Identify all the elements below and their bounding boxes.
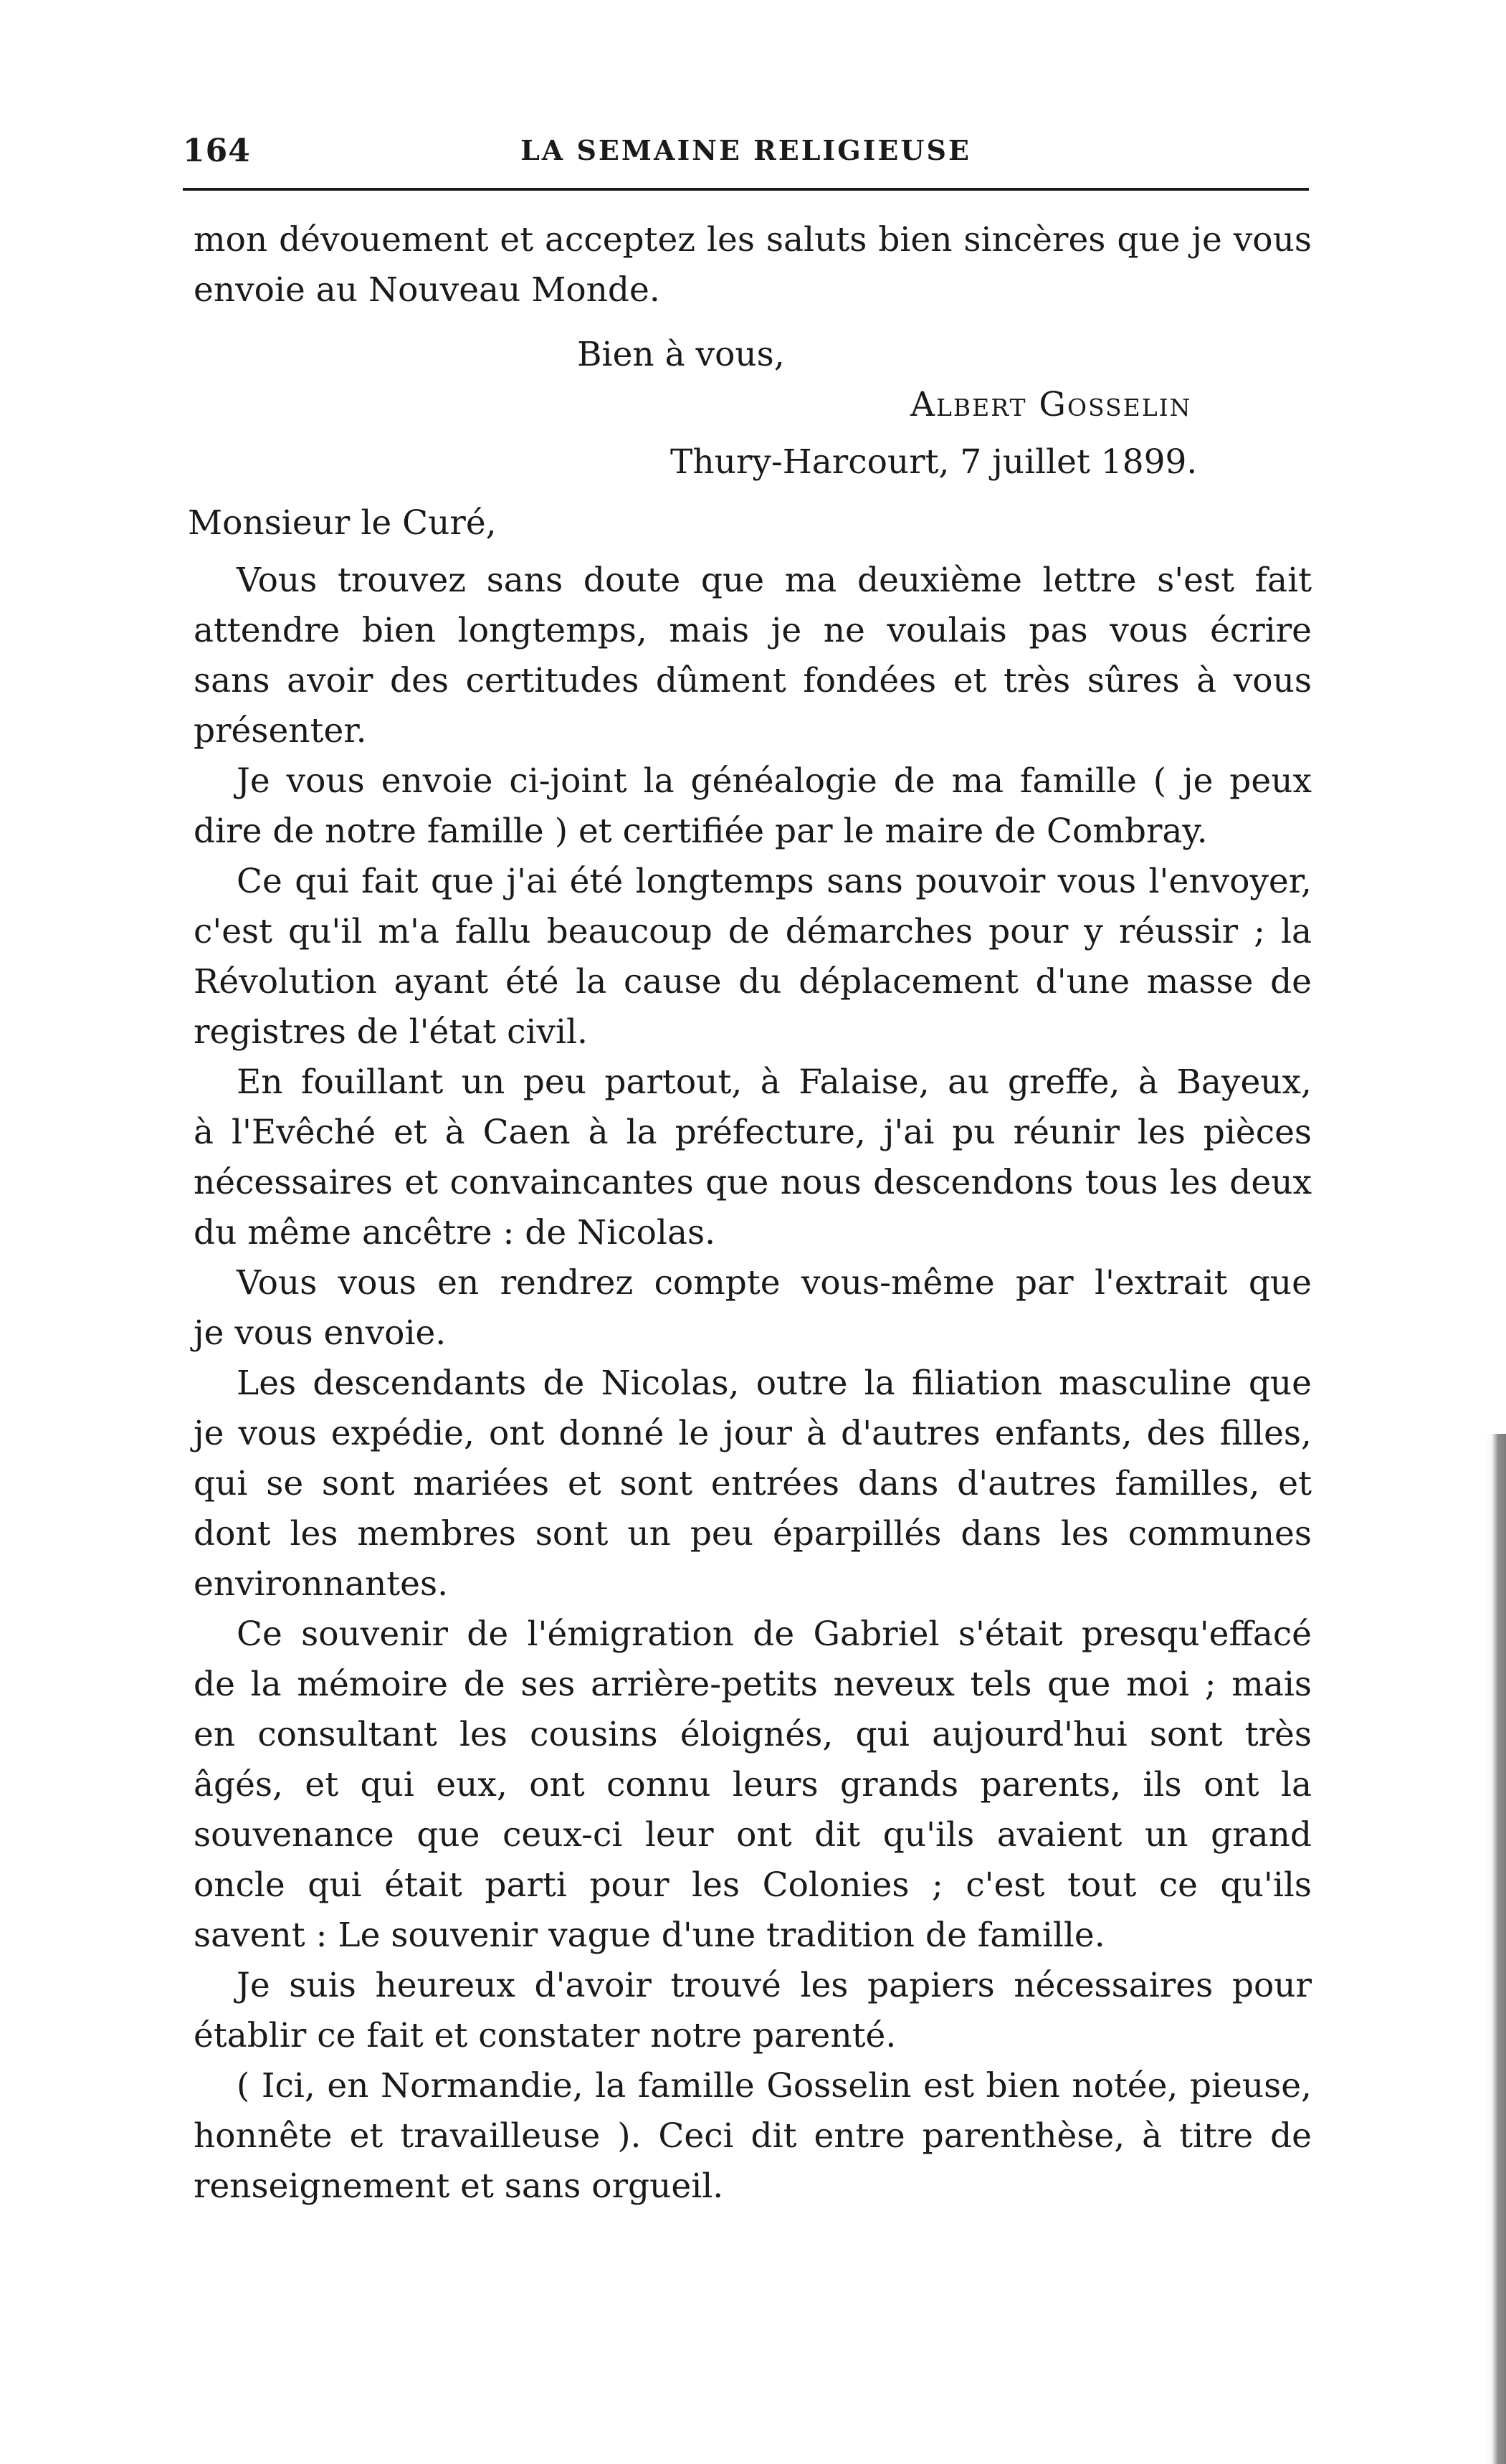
letter1-ending — [194, 215, 1312, 315]
text-line: savent : Le souvenir vague d'une tradition de famille. — [194, 1916, 1105, 1955]
text-line: Ce souvenir de l'émigration de Gabriel s'était presqu'effacé — [237, 1614, 1312, 1654]
text-line: envoie au Nouveau Monde. — [194, 270, 660, 310]
text-line: qui se sont mariées et sont entrées dans d'autres familles, et — [194, 1464, 1312, 1503]
text-line: Ce qui fait que j'ai été longtemps sans pouvoir vous l'envoyer, — [237, 862, 1312, 901]
text-line: Je suis heureux d'avoir trouvé les papiers nécessaires pour — [237, 1966, 1312, 2005]
paragraph — [194, 1609, 1312, 1961]
text-line: nécessaires et convaincantes que nous descendons tous les deux — [194, 1163, 1312, 1202]
text-line: Je vous envoie ci-joint la généalogie de ma famille ( je peux — [237, 761, 1312, 801]
page-number: 164 — [183, 133, 251, 169]
text-line: honnête et travailleuse ). Ceci dit entre parenthèse, à titre de — [194, 2116, 1312, 2156]
paragraph — [194, 1961, 1312, 2061]
letter1-signature: Albert Gosselin — [910, 385, 1192, 424]
text-line: oncle qui était parti pour les Colonies ; c'est tout ce qu'ils — [194, 1865, 1312, 1905]
letter2-salutation: Monsieur le Curé, — [188, 503, 497, 543]
text-line: mon dévouement et acceptez les saluts bien sincères que je vous — [194, 220, 1312, 260]
letter2-body — [194, 556, 1312, 2212]
paragraph — [194, 1359, 1312, 1609]
paragraph — [194, 1258, 1312, 1359]
text-line: dont les membres sont un peu éparpillés dans les communes — [194, 1514, 1312, 1554]
text-line: du même ancêtre : de Nicolas. — [194, 1213, 716, 1252]
text-line: Révolution ayant été la cause du déplacement d'une masse de — [194, 962, 1312, 1002]
text-line: environnantes. — [194, 1564, 449, 1604]
text-line: Vous trouvez sans doute que ma deuxième lettre s'est fait — [237, 561, 1312, 600]
paragraph — [194, 556, 1312, 756]
running-title: LA SEMAINE RELIGIEUSE — [520, 134, 971, 166]
text-line: en consultant les cousins éloignés, qui aujourd'hui sont très — [194, 1715, 1312, 1754]
letter1-closing: Bien à vous, — [577, 335, 785, 374]
text-line: c'est qu'il m'a fallu beaucoup de démarches pour y réussir ; la — [194, 912, 1312, 951]
text-line: dire de notre famille ) et certifiée par le maire de Combray. — [194, 812, 1208, 851]
header-rule — [183, 188, 1309, 191]
page-header — [183, 133, 1309, 183]
text-line: Les descendants de Nicolas, outre la filiation masculine que — [237, 1364, 1312, 1403]
text-line: âgés, et qui eux, ont connu leurs grands parents, ils ont la — [194, 1765, 1312, 1804]
text-line: souvenance que ceux-ci leur ont dit qu'ils avaient un grand — [194, 1815, 1312, 1855]
text-line: Vous vous en rendrez compte vous-même par l'extrait que — [237, 1263, 1312, 1303]
paragraph — [194, 1057, 1312, 1258]
paragraph — [194, 756, 1312, 857]
letter2-dateline: Thury-Harcourt, 7 juillet 1899. — [670, 442, 1198, 482]
text-line: registres de l'état civil. — [194, 1012, 588, 1052]
paragraph — [194, 857, 1312, 1057]
text-line: je vous envoie. — [194, 1313, 447, 1353]
paragraph — [194, 2061, 1312, 2212]
text-line: ( Ici, en Normandie, la famille Gosselin est bien notée, pieuse, — [237, 2066, 1312, 2106]
scan-edge-shadow — [1486, 1434, 1506, 2464]
text-line: de la mémoire de ses arrière-petits neveux tels que moi ; mais — [194, 1665, 1312, 1704]
text-line: établir ce fait et constater notre parenté. — [194, 2016, 897, 2055]
text-line: sans avoir des certitudes dûment fondées et très sûres à vous — [194, 661, 1312, 700]
text-line: je vous expédie, ont donné le jour à d'autres enfants, des filles, — [194, 1414, 1312, 1453]
text-line: attendre bien longtemps, mais je ne voulais pas vous écrire — [194, 611, 1312, 650]
text-line: à l'Evêché et à Caen à la préfecture, j'ai pu réunir les pièces — [194, 1113, 1312, 1152]
text-line: renseignement et sans orgueil. — [194, 2166, 724, 2206]
text-line: présenter. — [194, 711, 367, 751]
text-line: En fouillant un peu partout, à Falaise, au greffe, à Bayeux, — [237, 1062, 1312, 1102]
